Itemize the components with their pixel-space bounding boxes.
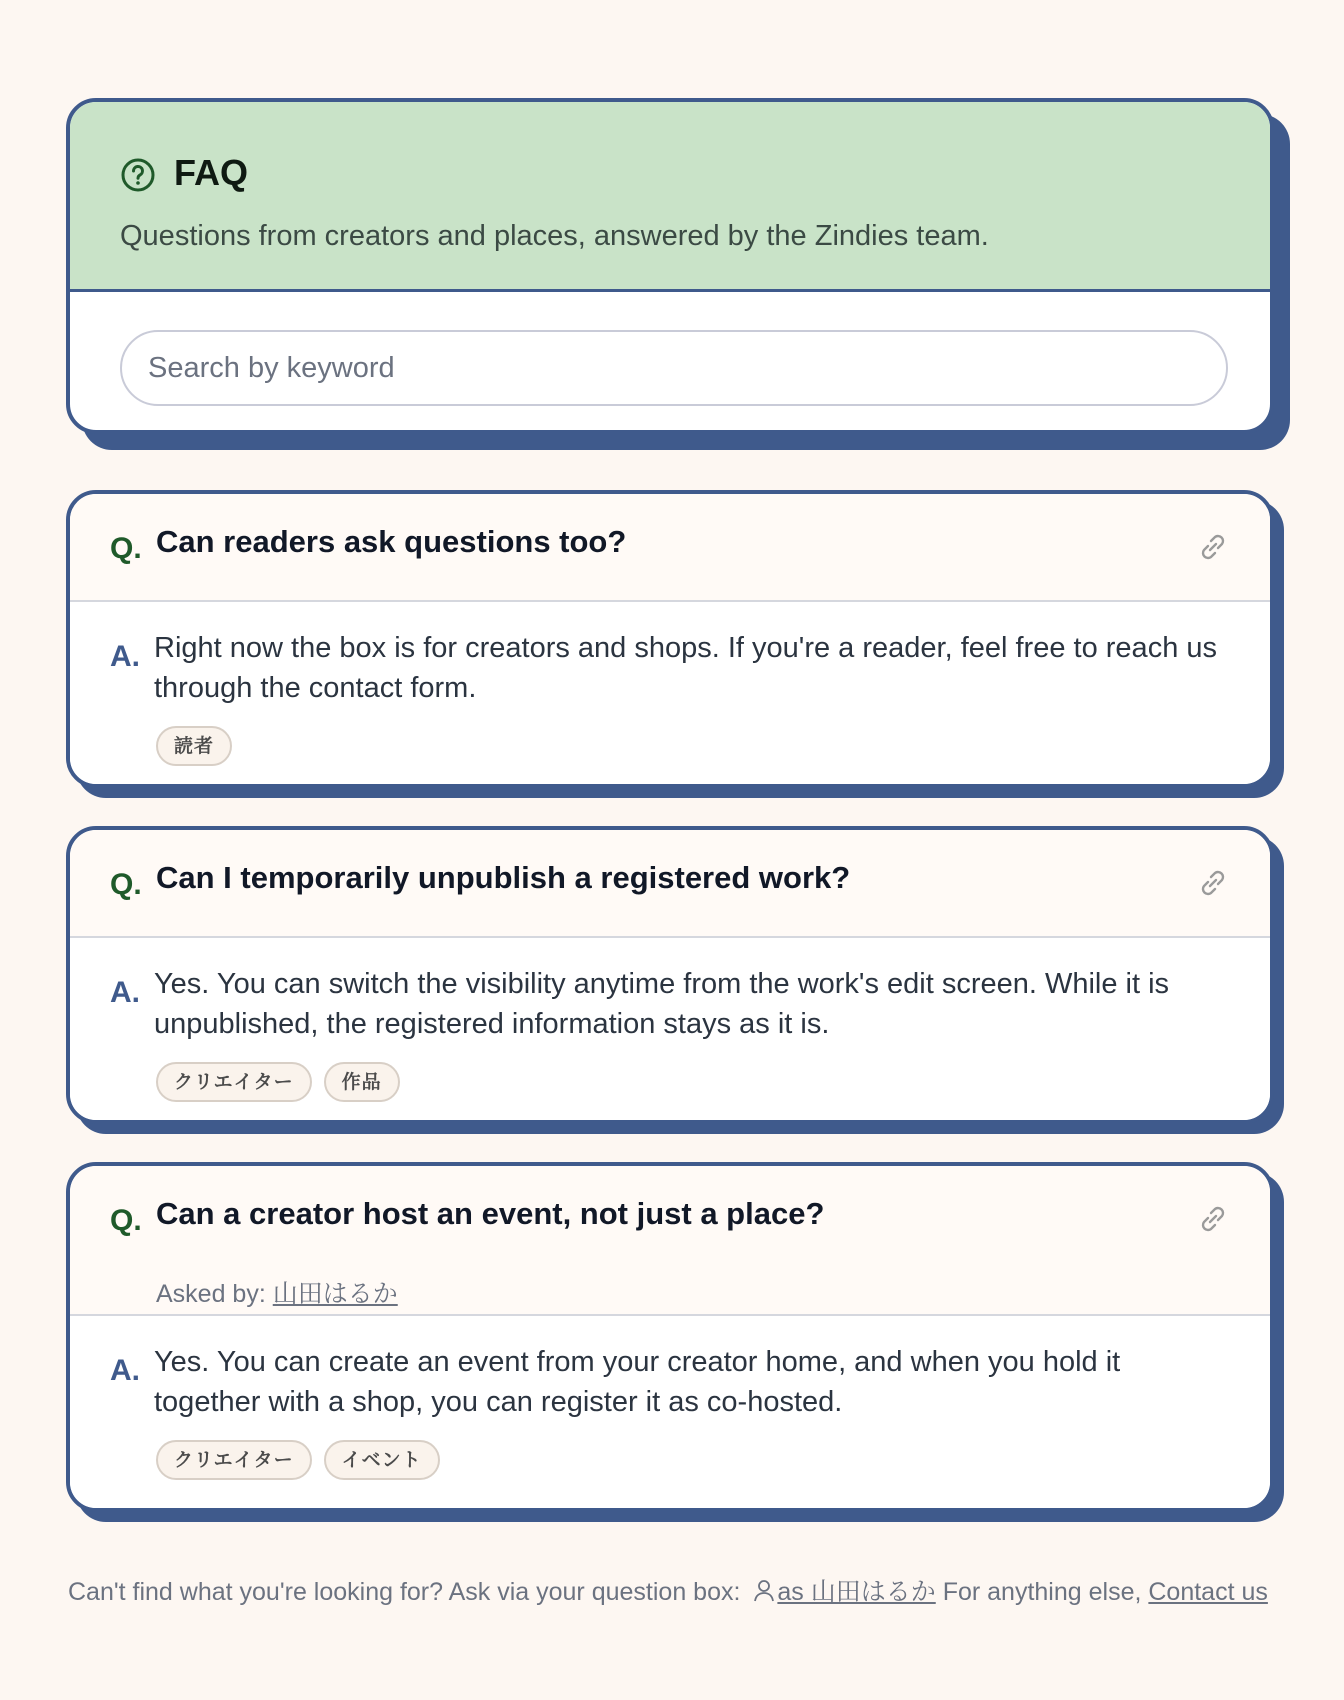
- tag-creator[interactable]: クリエイター: [156, 1440, 312, 1480]
- footer-text-else: For anything else,: [942, 1578, 1142, 1606]
- header-banner: [70, 102, 1270, 292]
- tag-list: [156, 1440, 440, 1480]
- q-label: Q.: [110, 532, 142, 565]
- faq-answer: [70, 938, 1270, 1120]
- page-subtitle: Questions from creators and places, answered by the Zindies team.: [120, 220, 989, 252]
- tag-list: [156, 1062, 400, 1102]
- faq-header-card: [66, 98, 1274, 434]
- tag-reader[interactable]: 読者: [156, 726, 232, 766]
- answer-text: Yes. You can switch the visibility anytime from the work's edit screen. While it is unpublished, the registered information stays as it is.: [154, 968, 1170, 1040]
- page-title: FAQ: [174, 152, 249, 193]
- asked-by: [156, 1274, 398, 1310]
- faq-question[interactable]: [70, 494, 1270, 602]
- faq-answer: [70, 602, 1270, 784]
- q-label: Q.: [110, 868, 142, 901]
- question-text: Can a creator host an event, not just a place?: [156, 1196, 825, 1231]
- search-input[interactable]: [120, 330, 1228, 406]
- footer-note: [68, 1572, 1268, 1608]
- question-text: Can I temporarily unpublish a registered work?: [156, 860, 851, 895]
- question-circle-icon: [120, 157, 156, 193]
- a-label: A.: [110, 640, 140, 673]
- link-icon[interactable]: [1196, 530, 1230, 564]
- user-icon: [753, 1579, 775, 1603]
- faq-question[interactable]: [70, 1166, 1270, 1316]
- asked-by-label: Asked by:: [156, 1280, 266, 1308]
- faq-item: [66, 490, 1274, 788]
- ask-question-box-link[interactable]: as 山田はるか: [777, 1578, 936, 1606]
- faq-question[interactable]: [70, 830, 1270, 938]
- contact-us-link[interactable]: Contact us: [1148, 1578, 1268, 1606]
- answer-text: Yes. You can create an event from your creator home, and when you hold it together with a shop, you can register it as co-hosted.: [154, 1346, 1121, 1418]
- q-label: Q.: [110, 1204, 142, 1237]
- tag-event[interactable]: イベント: [324, 1440, 440, 1480]
- asked-by-user-link[interactable]: 山田はるか: [272, 1280, 398, 1308]
- faq-item: [66, 826, 1274, 1124]
- link-icon[interactable]: [1196, 1202, 1230, 1236]
- answer-text: Right now the box is for creators and shops. If you're a reader, feel free to reach us through the contact form.: [154, 632, 1218, 704]
- question-text: Can readers ask questions too?: [156, 524, 627, 559]
- tag-creator[interactable]: クリエイター: [156, 1062, 312, 1102]
- tag-work[interactable]: 作品: [324, 1062, 400, 1102]
- a-label: A.: [110, 1354, 140, 1387]
- faq-item: [66, 1162, 1274, 1512]
- a-label: A.: [110, 976, 140, 1009]
- tag-list: [156, 726, 232, 766]
- faq-answer: [70, 1316, 1270, 1508]
- footer-text-ask: Can't find what you're looking for? Ask via your question box:: [68, 1578, 741, 1606]
- link-icon[interactable]: [1196, 866, 1230, 900]
